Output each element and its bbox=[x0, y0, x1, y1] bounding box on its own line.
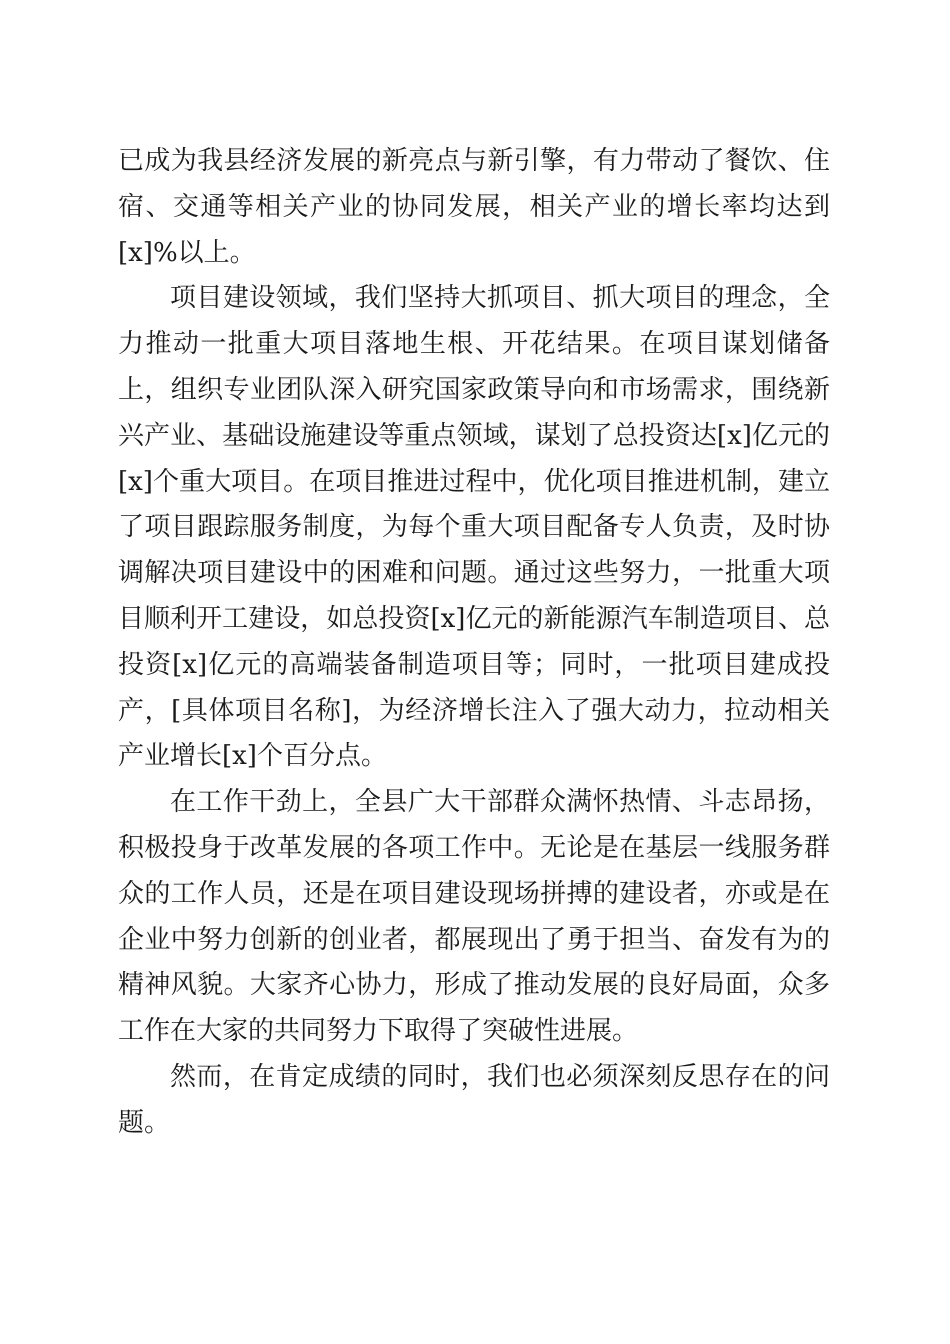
document-body bbox=[118, 139, 830, 1147]
paragraph-project-construction: 项目建设领域，我们坚持大抓项目、抓大项目的理念，全力推动一批重大项目落地生根、开花结果。在项目谋划储备上，组织专业团队深入研究国家政策导向和市场需求，围绕新兴产业、基础设施建设等重点领域，谋划了总投资达[x]亿元的[x]个重大项目。在项目推进过程中，优化项目推进机制，建立了项目跟踪服务制度，为每个重大项目配备专人负责，及时协调解决项目建设中的困难和问题。通过这些努力，一批重大项目顺利开工建设，如总投资[x]亿元的新能源汽车制造项目、总投资[x]亿元的高端装备制造项目等；同时，一批项目建成投产，[具体项目名称]，为经济增长注入了强大动力，拉动相关产业增长[x]个百分点。 bbox=[118, 283, 830, 772]
paragraph-work-enthusiasm: 在工作干劲上，全县广大干部群众满怀热情、斗志昂扬，积极投身于改革发展的各项工作中。无论是在基层一线服务群众的工作人员，还是在项目建设现场拼搏的建设者，亦或是在企业中努力创新的创业者，都展现出了勇于担当、奋发有为的精神风貌。大家齐心协力，形成了推动发展的良好局面，众多工作在大家的共同努力下取得了突破性进展。 bbox=[118, 787, 830, 1047]
paragraph-continuation: 已成为我县经济发展的新亮点与新引擎，有力带动了餐饮、住宿、交通等相关产业的协同发展，相关产业的增长率均达到[x]%以上。 bbox=[118, 146, 830, 268]
paragraph-reflection: 然而，在肯定成绩的同时，我们也必须深刻反思存在的问题。 bbox=[118, 1061, 830, 1138]
